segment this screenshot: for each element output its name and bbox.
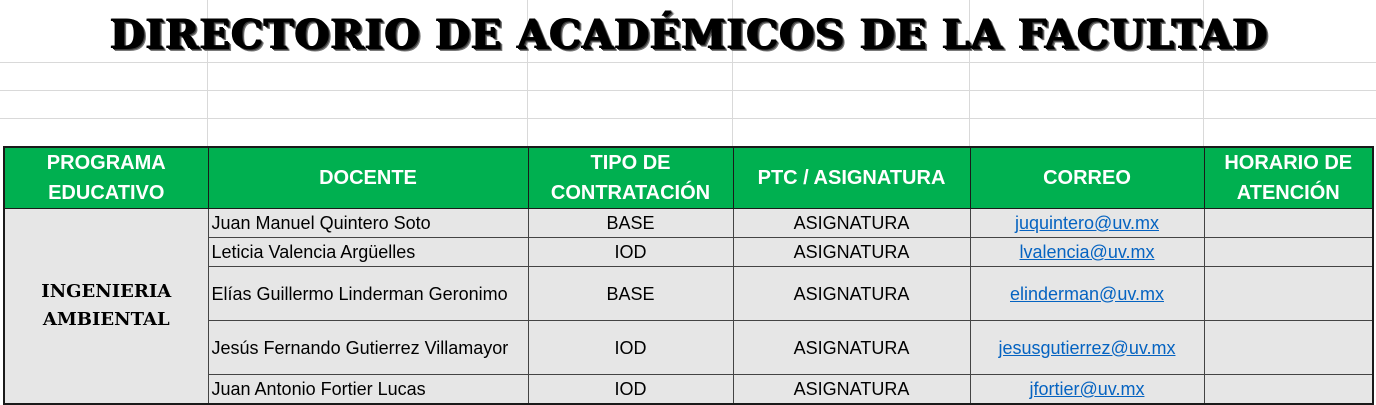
docente-cell: Juan Manuel Quintero Soto bbox=[208, 209, 528, 238]
header-correo: CORREO bbox=[970, 147, 1204, 209]
correo-cell bbox=[970, 267, 1204, 321]
docente-cell: Elías Guillermo Linderman Geronimo bbox=[208, 267, 528, 321]
horario-cell bbox=[1204, 209, 1373, 238]
header-programa: PROGRAMA EDUCATIVO bbox=[4, 147, 208, 209]
docente-cell: Jesús Fernando Gutierrez Villamayor bbox=[208, 321, 528, 375]
tipo-cell: BASE bbox=[528, 209, 733, 238]
docente-cell: Juan Antonio Fortier Lucas bbox=[208, 375, 528, 405]
email-link[interactable]: lvalencia@uv.mx bbox=[1019, 242, 1155, 262]
tipo-cell: IOD bbox=[528, 375, 733, 405]
ptc-cell: ASIGNATURA bbox=[733, 267, 970, 321]
table-row bbox=[4, 267, 1373, 321]
email-link[interactable]: juquintero@uv.mx bbox=[1015, 213, 1159, 233]
program-cell: INGENIERIA AMBIENTAL bbox=[4, 209, 208, 405]
grid-line bbox=[0, 62, 1376, 63]
horario-cell bbox=[1204, 321, 1373, 375]
header-docente: DOCENTE bbox=[208, 147, 528, 209]
grid-line bbox=[0, 90, 1376, 91]
email-link[interactable]: jesusgutierrez@uv.mx bbox=[998, 337, 1176, 358]
correo-cell bbox=[970, 238, 1204, 267]
tipo-cell: IOD bbox=[528, 321, 733, 375]
ptc-cell: ASIGNATURA bbox=[733, 321, 970, 375]
table-row bbox=[4, 238, 1373, 267]
horario-cell bbox=[1204, 267, 1373, 321]
ptc-cell: ASIGNATURA bbox=[733, 209, 970, 238]
correo-cell bbox=[970, 375, 1204, 405]
header-ptc: PTC / ASIGNATURA bbox=[733, 147, 970, 209]
page-title: DIRECTORIO DE ACADÉMICOS DE LA FACULTAD bbox=[108, 11, 1268, 58]
directory-table bbox=[3, 146, 1374, 405]
table-row bbox=[4, 375, 1373, 405]
grid-line bbox=[0, 118, 1376, 119]
email-link[interactable]: elinderman@uv.mx bbox=[1010, 283, 1164, 304]
correo-cell bbox=[970, 209, 1204, 238]
tipo-cell: IOD bbox=[528, 238, 733, 267]
tipo-cell: BASE bbox=[528, 267, 733, 321]
table-row bbox=[4, 321, 1373, 375]
header-row bbox=[4, 147, 1373, 209]
correo-cell bbox=[970, 321, 1204, 375]
docente-cell: Leticia Valencia Argüelles bbox=[208, 238, 528, 267]
ptc-cell: ASIGNATURA bbox=[733, 238, 970, 267]
table-row bbox=[4, 209, 1373, 238]
horario-cell bbox=[1204, 238, 1373, 267]
email-link[interactable]: jfortier@uv.mx bbox=[1029, 379, 1145, 399]
header-tipo: TIPO DE CONTRATACIÓN bbox=[528, 147, 733, 209]
ptc-cell: ASIGNATURA bbox=[733, 375, 970, 405]
horario-cell bbox=[1204, 375, 1373, 405]
header-horario: HORARIO DE ATENCIÓN bbox=[1204, 147, 1373, 209]
